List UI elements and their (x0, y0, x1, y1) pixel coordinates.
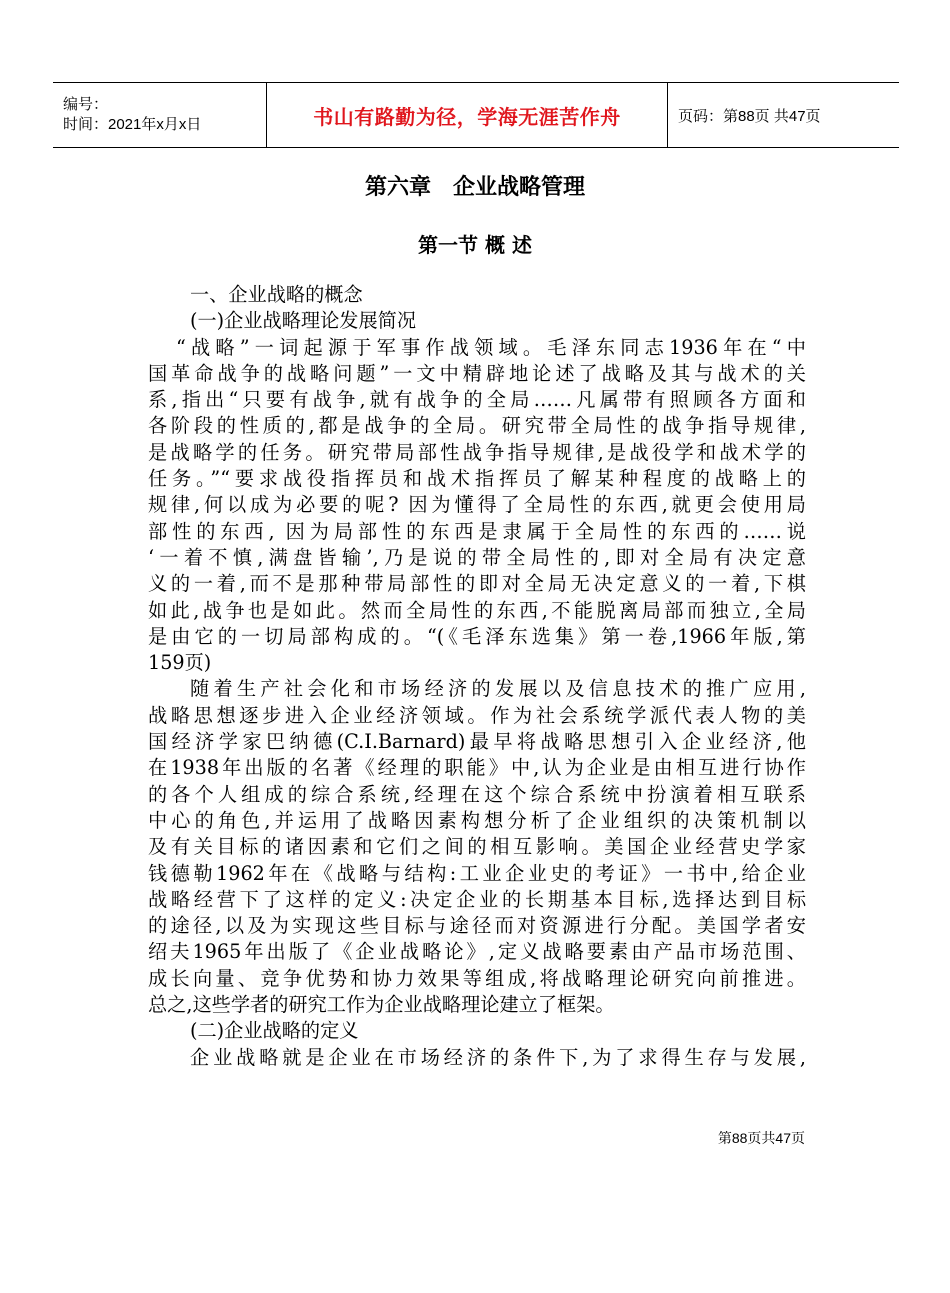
text-line: 在1938年出版的名著《经理的职能》中,认为企业是由相互进行协作 (148, 756, 806, 780)
text-line: 及有关目标的诸因素和它们之间的相互影响。美国企业经营史学家 (148, 835, 806, 859)
number-label: 编号： (63, 96, 109, 113)
text-line: 一、企业战略的概念 (190, 283, 363, 306)
text-line: 中心的角色,并运用了战略因素构想分析了企业组织的决策机制以 (148, 808, 806, 832)
motto-text: 书山有路勤为径，学海无涯苦作舟 (313, 104, 621, 129)
page-footer: 第88页共47页 (717, 1130, 805, 1146)
text-line: 成长向量、竞争优势和协力效果等组成,将战略理论研究向前推进。 (148, 966, 806, 990)
text-line: 钱德勒1962年在《战略与结构:工业企业史的考证》一书中,给企业 (148, 861, 806, 885)
text-line: (一)企业战略理论发展简况 (190, 309, 417, 333)
text-line: 规律,何以成为必要的呢? 因为懂得了全局性的东西,就更会使用局 (148, 493, 806, 517)
text-line: 任务。”“要求战役指挥员和战术指挥员了解某种程度的战略上的 (148, 467, 806, 491)
text-line: 企业战略就是企业在市场经济的条件下,为了求得生存与发展, (190, 1045, 806, 1069)
text-line: 的各个人组成的综合系统,经理在这个综合系统中扮演着相互联系 (148, 782, 806, 806)
body-text (148, 282, 806, 1071)
time-label: 时间：2021年x月x日 (63, 116, 202, 133)
header-page-cell (668, 83, 899, 147)
text-line: 如此,战争也是如此。然而全局性的东西,不能脱离局部而独立,全局 (148, 598, 806, 622)
text-line: 战略经营下了这样的定义:决定企业的长期基本目标,选择达到目标 (148, 887, 806, 911)
text-line: 战略思想逐步进入企业经济领域。作为社会系统学派代表人物的美 (148, 703, 806, 727)
text-line: 义的一着,而不是那种带局部性的即对全局无决定意义的一着,下棋 (148, 572, 806, 596)
section-title: 第一节 概 述 (418, 233, 532, 257)
text-line: 的途径,以及为实现这些目标与途径而对资源进行分配。美国学者安 (148, 914, 806, 938)
text-line: 159页) (148, 651, 212, 675)
text-line: 国革命战争的战略问题”一文中精辟地论述了战略及其与战术的关 (148, 361, 806, 385)
text-line: “战略”一词起源于军事作战领域。毛泽东同志1936年在“中 (176, 335, 806, 359)
text-line: 系,指出“只要有战争,就有战争的全局……凡属带有照顾各方面和 (148, 388, 806, 412)
page-label: 页码：第88页 共47页 (678, 107, 821, 125)
header-meta-cell (53, 83, 267, 147)
text-line: 总之,这些学者的研究工作为企业战略理论建立了框架。 (148, 993, 615, 1017)
text-line: 部性的东西, 因为局部性的东西是隶属于全局性的东西的……说 (148, 519, 806, 543)
text-line: 国经济学家巴纳德(C.I.Barnard)最早将战略思想引入企业经济,他 (148, 730, 806, 754)
text-line: 是战略学的任务。研究带局部性战争指导规律,是战役学和战术学的 (148, 440, 806, 464)
chapter-title: 第六章 企业战略管理 (364, 175, 585, 200)
text-line: 随着生产社会化和市场经济的发展以及信息技术的推广应用, (190, 677, 806, 701)
text-line: 绍夫1965年出版了《企业战略论》,定义战略要素由产品市场范围、 (148, 940, 806, 964)
header-motto-cell (267, 83, 668, 147)
text-line: 各阶段的性质的,都是战争的全局。研究带全局性的战争指导规律, (148, 414, 806, 438)
text-line: ‘一着不慎,满盘皆输’,乃是说的带全局性的,即对全局有决定意 (148, 545, 806, 569)
page-header-table (53, 82, 899, 148)
text-line: (二)企业战略的定义 (190, 1019, 359, 1043)
text-line: 是由它的一切局部构成的。“(《毛泽东选集》第一卷,1966年版,第 (148, 624, 806, 648)
